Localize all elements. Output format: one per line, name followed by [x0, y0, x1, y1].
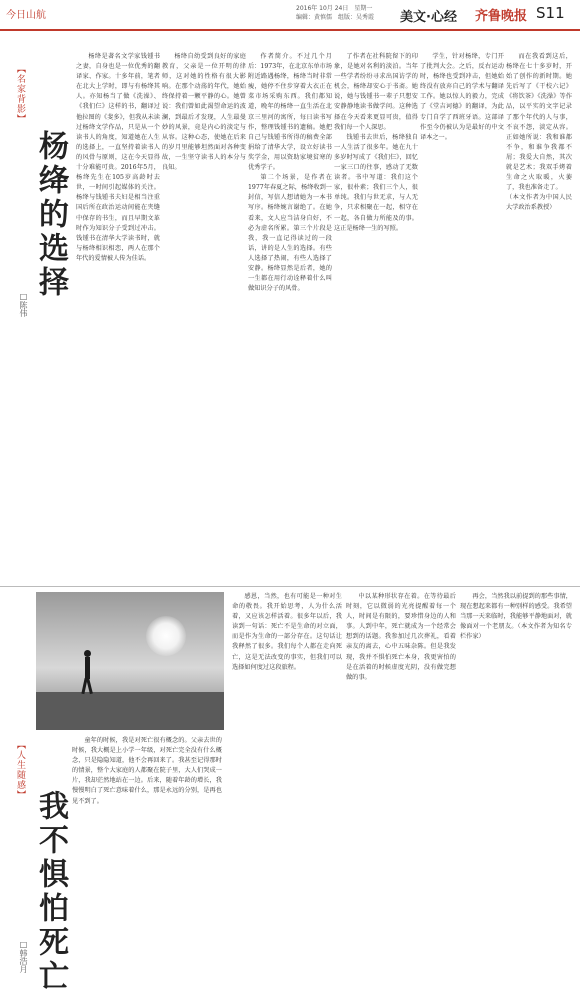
article1-author-note: （本文作者为中国人民大学政治系教授）: [506, 194, 572, 212]
article2-author: □韩浩月: [19, 940, 28, 973]
newspaper-logo: 齐鲁晚报: [475, 9, 528, 24]
article1-column-3: [248, 52, 332, 582]
editor-line: 编辑：黄慎儒 组版：吴秀霞: [296, 14, 375, 21]
sunset-silhouette-photo: [36, 592, 224, 730]
page-number: S11: [536, 4, 565, 22]
article1-paragraph: 学生，针对杨绛，专门开了批判大会。之后，反右运动时，杨绛也受到冲击，但她始终没有放弃自己的学术与翻译工作。她以惊人的毅力，完成了《堂吉诃德》的翻译，为此专门自学了西班牙语。这部译作至今仍被认为是最好的中文译本之一。: [420, 53, 504, 141]
article1-column-tag: 【名家背影】: [15, 64, 25, 124]
article1-paragraph: 作者简介。不过几个月后：1973年，在北京东单市场附近路遇杨绛，杨绛当时非常瘦，她停不住步穿着大衣正在菜市场采购东西。我们都知道，晚年的杨绛一直生活在北京三里河的寓所，每日读书写作，整理钱锺书的遗稿。她把自己与钱锺书所得的稿费全部捐给了清华大学，设立好读书奖学金，用以资助家境贫寒的优秀学子。: [248, 53, 332, 172]
article2-column-2: [232, 592, 342, 988]
figure-head: [84, 650, 91, 657]
figure-leg: [86, 678, 93, 694]
article1-column-5: [420, 52, 504, 582]
figure-body: [85, 657, 90, 679]
ground-shadow: [36, 692, 224, 730]
article2-column-4: [460, 592, 572, 988]
article1-paragraph: 而在我看到这后，杨绛在七十多岁时，开始了创作的新时期。她先后写了《干校六记》《将饮茶》《洗澡》等作品，以平实的文字记录了那个年代的人与事，不哀不怨，淡定从容。正如她所说：我和谁都不争，和谁争我都不屑；我爱大自然，其次就是艺术；我双手烤着生命之火取暖，火萎了，我也准备走了。: [506, 53, 572, 192]
article1-column-2: [162, 52, 246, 582]
article1-paragraph: 了作者在社科院留下的印象，是她对名利的淡泊。当年一些学者纷纷寻求出国访学的机会，杨绛却安心于书斋。她说，她与钱锺书一辈子只想安安静静地读书做学问。这种选择在今天看来更显可贵，值得我们每一个人深思。: [334, 53, 418, 131]
date-line: 2016年 10月 24日 星期一: [296, 5, 373, 12]
article2-column-3: [346, 592, 456, 988]
article1-author: □陈伟: [19, 292, 28, 317]
article1-column-1: [76, 52, 160, 582]
article-divider: [0, 586, 580, 587]
article2-paragraph: 中以某种形状存在着。在等待最后时刻，它以微弱的光亮提醒着每一个人，时间是有限的，要珍惜身边的人和事。人到中年，死亡就成为一个经常会想到的话题。我参加过几次葬礼，看着亲友的离去，心中五味杂陈。但是我发现，我并不惧怕死亡本身，我更害怕的是在活着的时候虚度光阴，没有做完想做的事。: [346, 593, 456, 681]
section-title: 美文·心经: [400, 10, 457, 25]
article1-column-6: [506, 52, 572, 582]
article1-title: 杨绛的选择: [33, 130, 68, 300]
article1-paragraph: 第二个场景，是作者在1977年春夏之际，杨绛收到一封信，写信人想请她为一本书写序。杨绛婉言谢绝了。在她看来，文人应当洁身自好，不必为虚名所累。第三个片段是我，我一直记得读过的一段话，讲的是人生的选择。有些人选择了热闹，有些人选择了安静。杨绛显然是后者，她的一生都在用行动诠释着什么叫做知识分子的风骨。: [248, 174, 332, 293]
article2-column-tag: 【人生随感】: [15, 740, 25, 800]
page-header: [0, 0, 580, 30]
article2-paragraph: 童年的时候，我是对死亡很有概念的。父亲去世的时候，我大概是上小学一年级，对死亡完全没有什么概念，只是隐隐知道，他不会再回来了。我甚至记得那时的情景，整个大家庭的人都聚在院子里，大人们哭成一片，我却茫然地站在一边。后来，随着年龄的增长，我慢慢明白了死亡意味着什么，那是永远的分别，是再也见不到了。: [72, 737, 222, 805]
edition-label: 今日山航: [6, 10, 46, 21]
article2-paragraph: 再会，当然我以前提到的那些事情，现在想起来都有一种别样的感受。我希望当那一天来临时，我能够平静地面对，就像面对一个老朋友。（本文作者为知名专栏作家）: [460, 593, 572, 641]
article2-title: 我不惧怕死亡: [33, 790, 68, 994]
article1-column-4: [334, 52, 418, 582]
article1-paragraph: 钱锺书去世后，杨绛独自一人生活了很多年。她在九十多岁时写成了《我们仨》，回忆一家三口的往事，感动了无数读者。书中写道：我们这个家，很朴素；我们三个人，很单纯。我们与世无求，与人无争，只求相聚在一起，相守在一起，各自做力所能及的事。这正是杨绛一生的写照。: [334, 133, 418, 232]
article2-paragraph: 感恩，当然，也有可能是一种对生命的敬畏。我开始思考，人为什么活着，又应该怎样活着。很多年以后，我读到一句话：死亡不是生命的对立面，而是作为生命的一部分存在。这句话让我释然了很多。我们每个人都在走向死亡，这是无法改变的事实，但我们可以选择如何度过这段旅程。: [232, 593, 342, 671]
article1-paragraph: 杨绛自幼受到良好的家庭教育，父亲是一位开明的律师，这对她的性格有很大影响。在那个动荡的年代，她始终保持着一颗平静的心。她曾说：我们曾如此渴望命运的波澜，到最后才发现，人生最曼妙的风景，竟是内心的淡定与从容。这种心态，使她在后来的岁月里能够坦然面对各种变故，一生坚守读书人的本分与良知。: [162, 53, 246, 172]
article1-paragraph: 杨绛是著名文学家钱锺书之妻，自身也是一位优秀的翻译家、作家。十多年前，笔者在北大上学时，即与有杨绛其人。亦知杨当了做《洗澡》、《我们仨》这样的书，翻译过他拉图的《斐多》，但我从未读过杨绛文学作品，只是从一个读书人的角度，知道她在人生的选择上，一直坚持着读书人的风骨与原则，这在今天显得十分难能可贵。2016年5月，杨绛先生在105岁高龄时去世，一时间引起媒体的关注。杨绛与钱锺书夫妇是相当注重国后所在政治运动间能在夹缝中保存的书生，而且早期文革时作为知识分子受到过冲击。钱锺书在清华大学读书时，就与杨绛相识相恋，两人在那个年代的爱情被人传为佳话。: [76, 53, 160, 262]
header-rule: [0, 29, 580, 31]
walking-person-silhouette: [82, 650, 92, 694]
article2-column-1: [72, 736, 222, 988]
sun-glow: [146, 616, 186, 656]
